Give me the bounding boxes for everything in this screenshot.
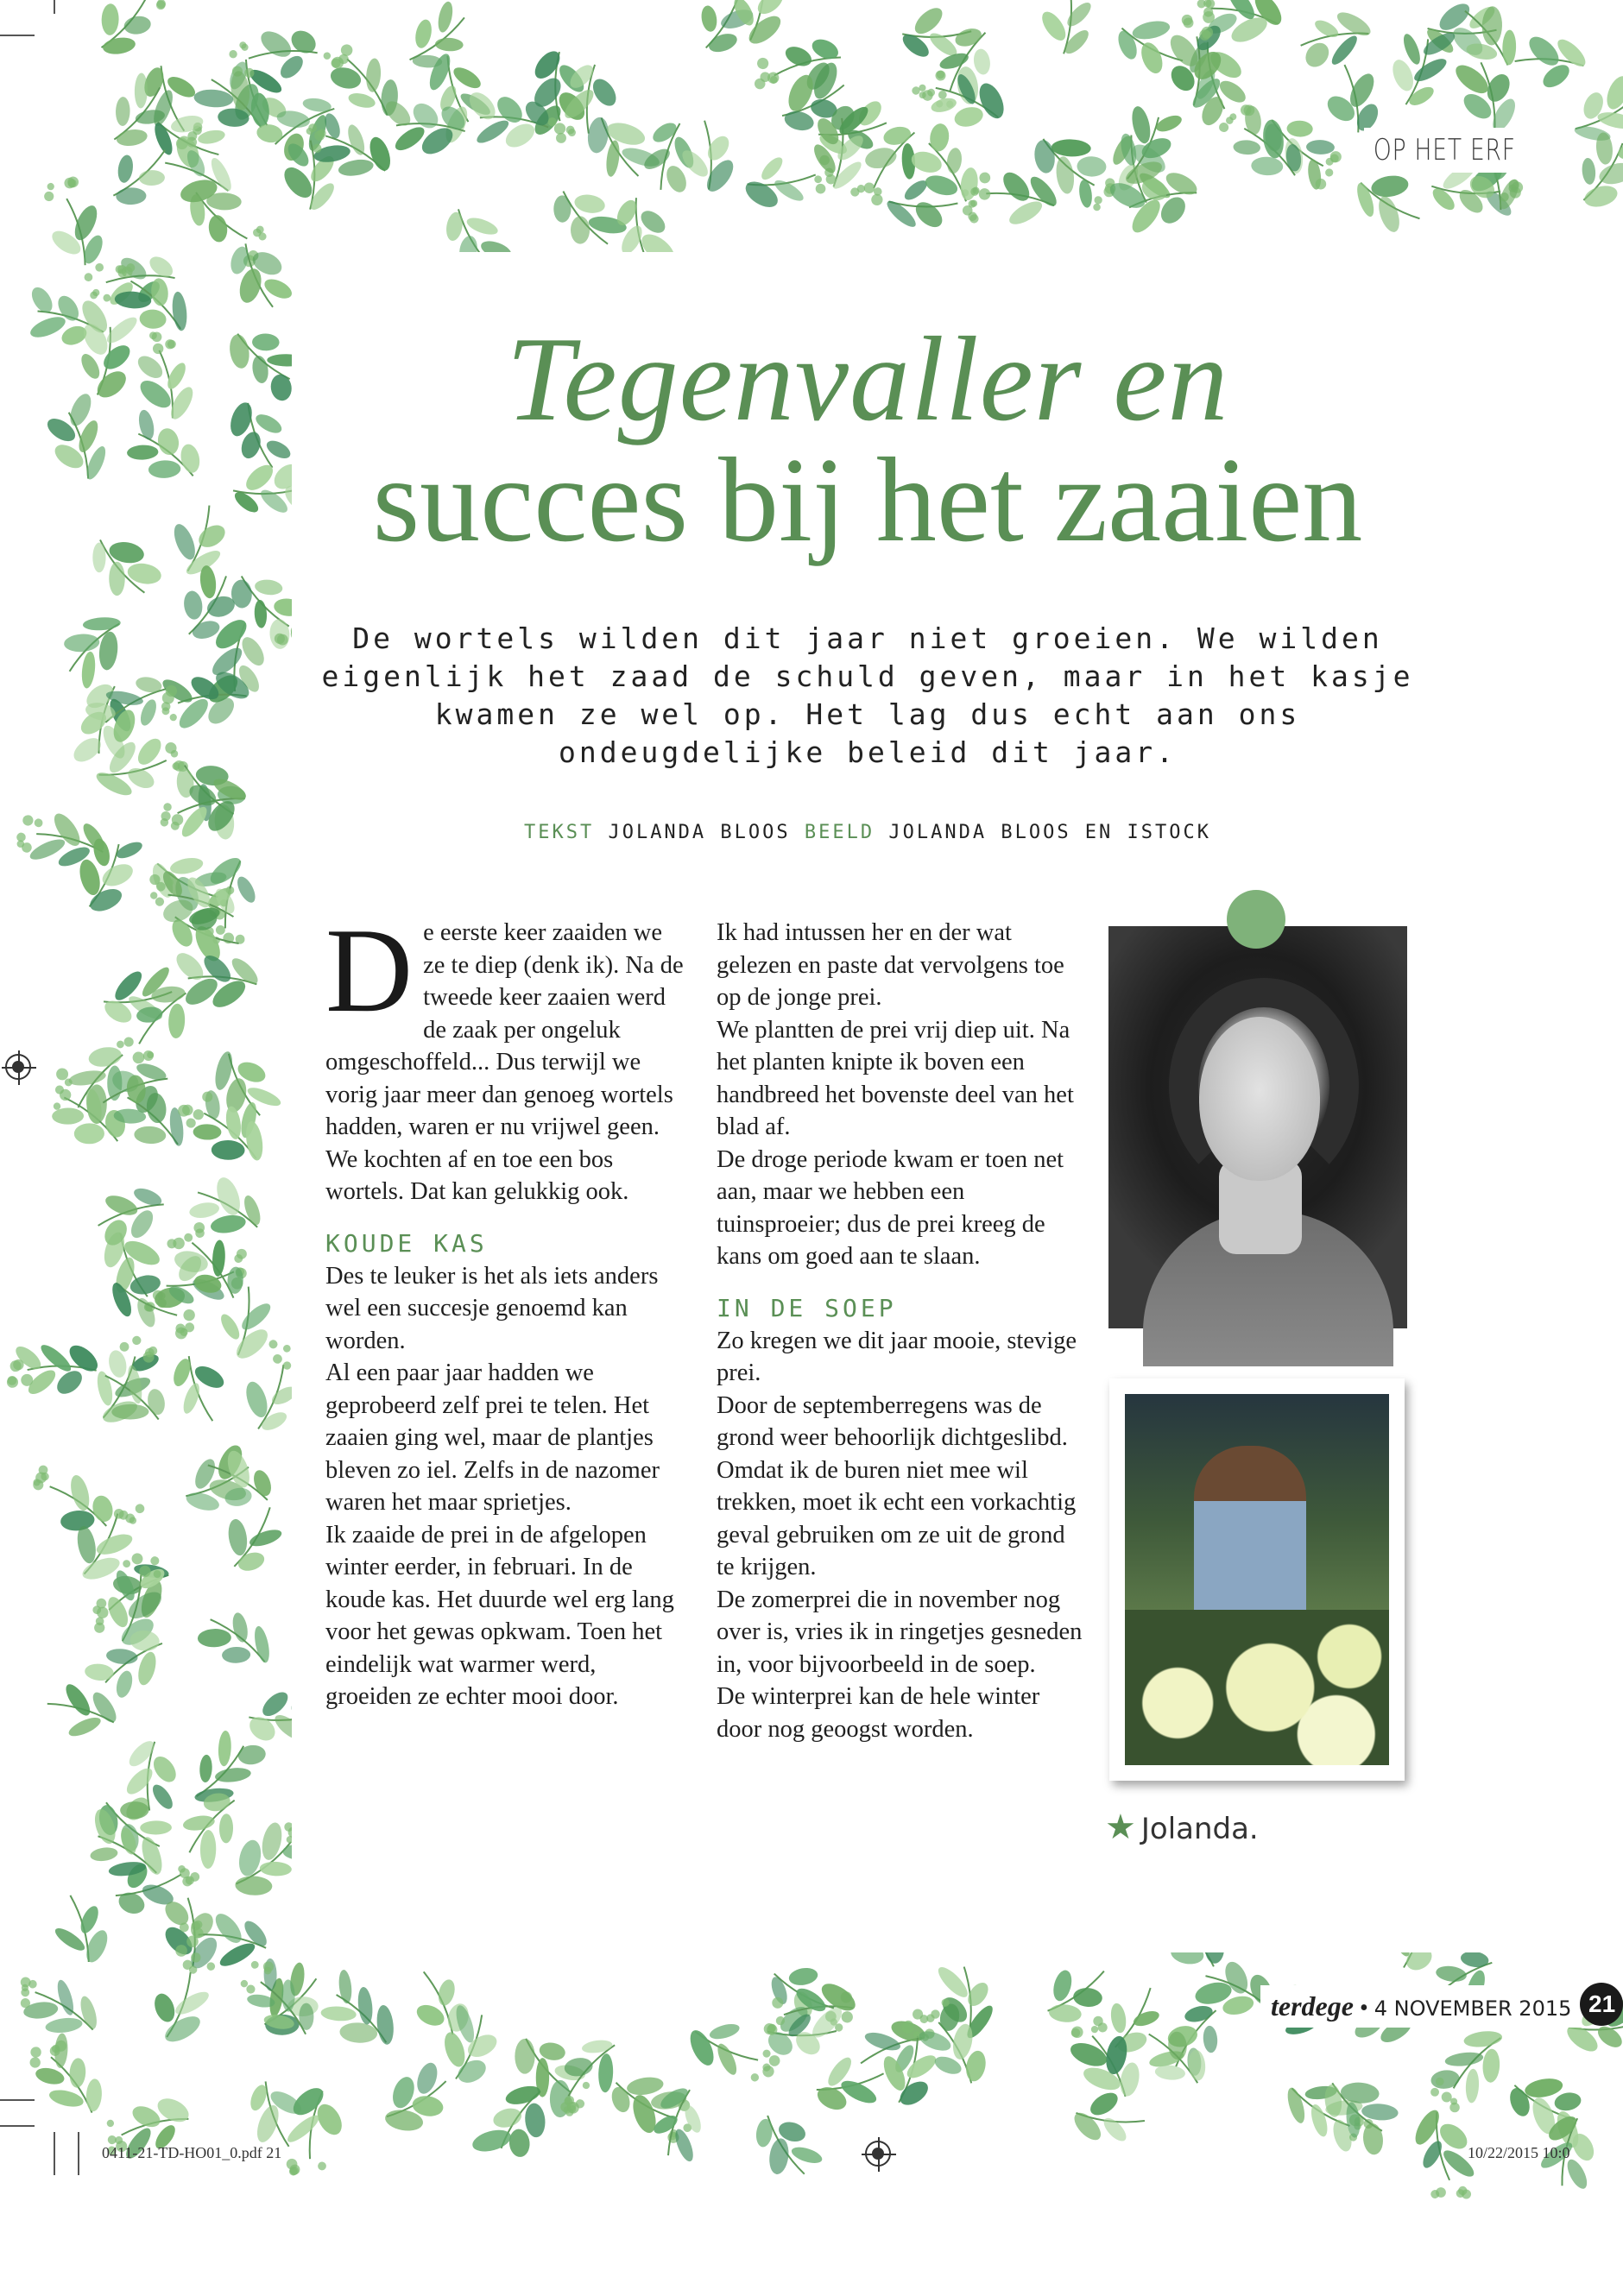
brand-separator: • [1359,1995,1368,2022]
title-line-1: Tegenvaller en [506,312,1229,446]
leaf-sprig [86,1353,179,1445]
leaf-sprig [1293,3,1380,73]
article-intro: De wortels wilden dit jaar niet groeien. We wilden eigenlijk het zaad de schuld geven, maar in het kasje kwamen ze wel op. Het lag dus echt aan ons ondeugdelijke beleid dit jaar. [321,621,1414,769]
paragraph: Des te leuker is het als iets anders wel een succesje genoemd kan worden. [325,1262,659,1354]
leaf-sprig [46,598,145,697]
star-icon: ★ [1105,1807,1136,1847]
paragraph: We plantten de prei vrij diep uit. Na het planten knipte ik boven een handbreed het bovenste deel van het blad af. [717,1016,1074,1140]
paragraph: De winterprei kan de hele winter door nog geoogst worden. [717,1683,1040,1743]
leaf-sprig [740,2098,829,2192]
leaf-sprig [86,727,193,806]
crop-mark [0,2125,35,2127]
leaf-sprig [35,387,117,491]
crop-mark [78,2132,79,2175]
leaf-sprig [76,518,172,615]
crop-mark [54,2132,55,2175]
garden-photo-frame [1109,1378,1405,1781]
leaf-sprig [16,2026,117,2134]
leaf-sprig [898,2,973,62]
leaf-sprig [303,1961,414,2071]
leaf-sprig [571,94,668,197]
leaf-sprig [597,2055,708,2156]
garden-photo [1125,1394,1389,1763]
page-number: 21 [1580,1983,1623,2026]
crop-mark [54,0,55,14]
subheading: KOUDE KAS [325,1228,488,1258]
leaf-sprig [167,948,263,1016]
paragraph: De droge periode kwam er toen net aan, maar we hebben een tuinsproeier; dus de prei kreeg de kans om goed aan te slaan. [717,1145,1064,1270]
leaf-sprig [34,172,116,276]
section-tag: OP HET ERF [1364,128,1525,173]
subheading: IN DE SOEP [717,1293,897,1322]
leaf-sprig [1418,2012,1526,2123]
photo-face [1199,1017,1320,1181]
registration-mark-icon [865,2141,891,2167]
leaf-sprig [805,2046,891,2120]
drop-cap: D [325,904,414,1038]
leaf-sprig [77,0,180,70]
leaf-sprig [364,2053,465,2148]
title-line-2: succes bij het zaaien [372,433,1363,567]
credit-text-label: TEKST [523,822,595,843]
leaf-sprig [181,1164,276,1254]
leaf-sprig [1034,0,1096,59]
paragraph: Ik had intussen her en der wat gelezen en paste dat vervolgens toe op de jonge prei. [717,919,1064,1011]
credit-image-author: JOLANDA BLOOS EN ISTOCK [888,822,1212,843]
pin-dot [1227,890,1285,949]
paragraph: De zomerprei die in november nog over is, vries ik in ringetjes gesneden in, voor bijvoorbeeld in de soep. [717,1586,1083,1678]
leaf-sprig [168,1436,267,1526]
leaf-sprig [125,325,202,429]
paragraph: Door de septemberregens was de grond weer behoorlijk dichtgeslibd. Omdat ik de buren niet mee wil trekken, moet ik echt een vorkachtig geval gebruiken om ze uit de grond te krijgen. [717,1391,1077,1580]
paragraph-text: e eerste keer zaaiden we ze te diep (denk ik). Na de tweede keer zaaien werd de zaak per ongeluk omgeschoffeld... Dus terwijl we vorig jaar meer dan genoeg wortels hadden, waren er nu vrijwel geen. We kochten af en toe een bos wortels. Dat kan gelukkig ook. [325,919,684,1205]
leaf-sprig [7,1340,103,1398]
paragraph [325,904,688,1208]
leaf-sprig [75,1326,171,1437]
leaf-sprig [189,1594,287,1689]
leaf-sprig [377,95,470,162]
printer-slug-timestamp: 10/22/2015 10:0 [1468,2144,1570,2161]
printer-slug-file: 0411-21-TD-HO01_0.pdf 21 [102,2144,282,2161]
crop-mark [0,35,35,36]
leaf-sprig [137,1941,228,2056]
leaf-sprig [206,1492,294,1583]
paragraph: Ik zaaide de prei in de afgelopen winter eerder, in februari. In de koude kas. Het duurde wel erg lang voor het gewas opkwam. Toen het eindelijk wat warmer werd, groeiden ze echter mooi door. [325,1521,674,1710]
leaf-sprig [162,1344,239,1430]
leaf-sprig [43,1888,118,1975]
article-credits [216,822,1519,843]
article-column-1 [325,904,688,1713]
credit-image-label: BEELD [804,822,875,843]
photo-flowers [1125,1610,1389,1765]
registration-mark-icon [5,1054,31,1080]
leaf-sprig [1308,2056,1417,2164]
leaf-sprig [965,161,1064,237]
author-signature [1105,1807,1259,1847]
article-column-2 [717,917,1088,1745]
portrait-photo [1108,926,1407,1328]
footer-brand [1260,1985,1582,2028]
leaf-sprig [1026,1947,1121,2037]
leaf-sprig [40,1675,127,1750]
signature-text: Jolanda. [1140,1812,1259,1846]
leaf-sprig [675,2004,788,2097]
paragraph: Al een paar jaar hadden we geprobeerd zelf prei te telen. Het zaaien ging wel, maar de plantjes bleven zo iel. Zelfs in de nazomer waren het maar sprietjes. [325,1359,660,1516]
brand-logo: terdege [1271,1990,1354,2022]
leaf-sprig [216,229,300,320]
paragraph: Zo kregen we dit jaar mooie, stevige prei. [717,1327,1077,1386]
leaf-sprig [1209,91,1319,199]
leaf-sprig [1067,2084,1148,2150]
issue-date: 4 NOVEMBER 2015 [1374,1996,1572,2021]
crop-mark [0,2099,35,2101]
leaf-sprig [109,402,214,501]
leaf-sprig [1512,30,1591,94]
article-title [216,312,1519,567]
credit-text-author: JOLANDA BLOOS [608,822,791,843]
